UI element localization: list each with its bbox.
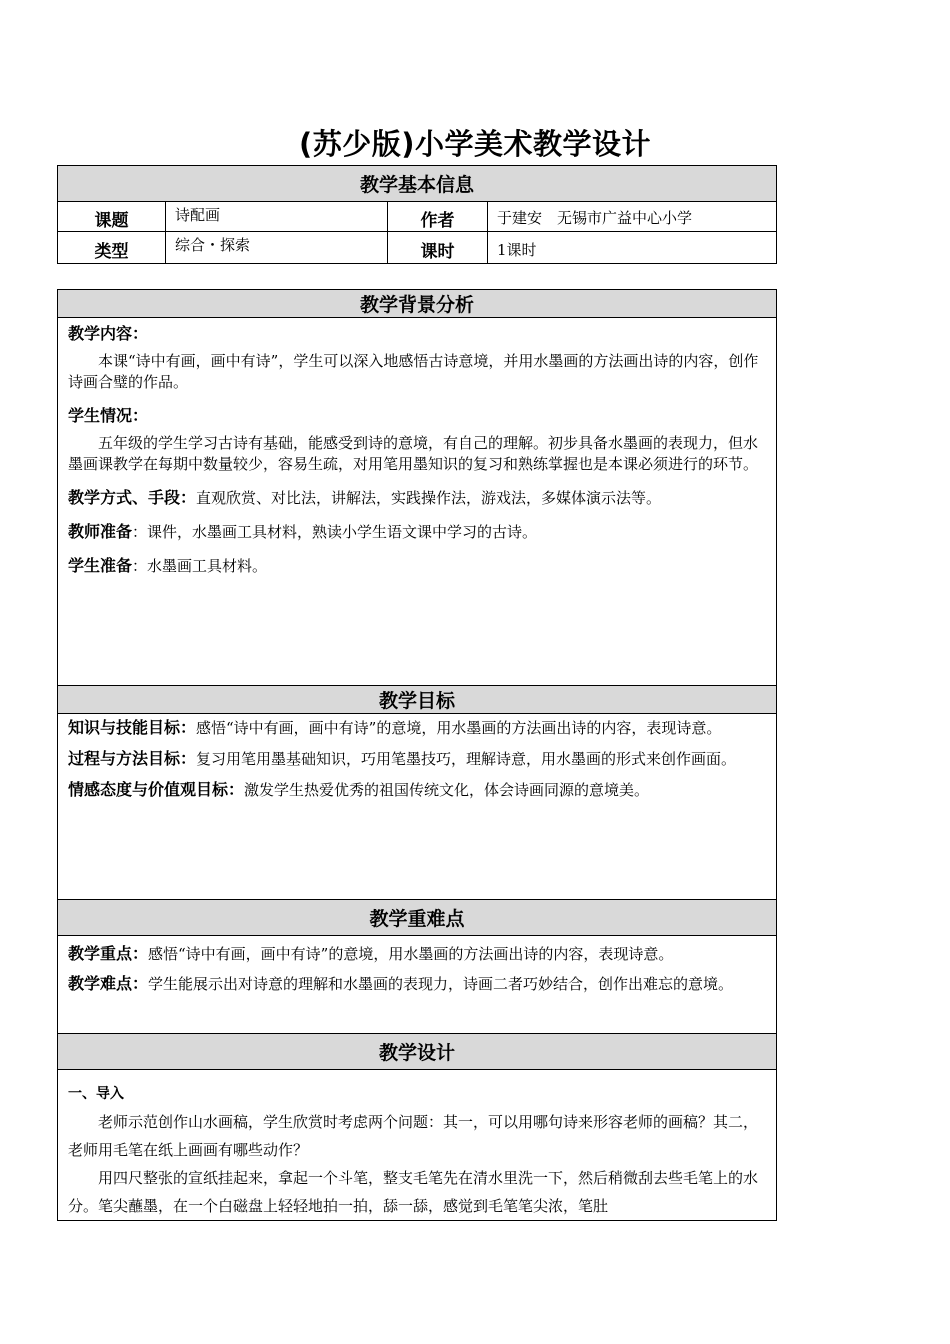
difficult-text: 学生能展示出对诗意的理解和水墨画的表现力，诗画二者巧妙结合，创作出难忘的意境。 bbox=[148, 975, 734, 993]
difficult-title: 教学难点： bbox=[68, 974, 149, 993]
learner-prep-title: 学生准备 bbox=[68, 556, 133, 575]
type-label: 类型 bbox=[58, 232, 166, 264]
background-section bbox=[58, 318, 777, 686]
basic-info-table bbox=[57, 165, 777, 264]
goals-header: 教学目标 bbox=[58, 686, 777, 714]
key-paragraph bbox=[68, 939, 766, 969]
author-value: 于建安 无锡市广益中心小学 bbox=[488, 202, 777, 232]
topic-value: 诗配画 bbox=[166, 202, 388, 232]
hours-value: 1课时 bbox=[488, 232, 777, 264]
knowledge-text: 感悟“诗中有画，画中有诗”的意境，用水墨画的方法画出诗的内容，表现诗意。 bbox=[196, 719, 722, 737]
design-para1: 老师示范创作山水画稿，学生欣赏时考虑两个问题：其一，可以用哪句诗来形容老师的画稿？其二，老师用毛笔在纸上画画有哪些动作？ bbox=[68, 1113, 759, 1159]
emotion-text: 激发学生热爱优秀的祖国传统文化，体会诗画同源的意境美。 bbox=[244, 781, 650, 799]
teacher-paragraph bbox=[68, 521, 766, 543]
process-title: 过程与方法目标： bbox=[68, 749, 197, 768]
basic-info-header: 教学基本信息 bbox=[58, 166, 777, 202]
emotion-paragraph bbox=[68, 779, 766, 801]
learner-prep-text: ：水墨画工具材料。 bbox=[132, 557, 268, 575]
teacher-prep-title: 教师准备 bbox=[68, 522, 133, 541]
difficult-paragraph bbox=[68, 969, 766, 999]
design-header: 教学设计 bbox=[58, 1034, 777, 1070]
teacher-prep-text: ：课件，水墨画工具材料，熟读小学生语文课中学习的古诗。 bbox=[132, 523, 538, 541]
hours-label: 课时 bbox=[388, 232, 488, 264]
goals-section bbox=[58, 714, 777, 900]
knowledge-paragraph bbox=[68, 717, 766, 739]
student-text: 五年级的学生学习古诗有基础，能感受到诗的意境，有自己的理解。初步具备水墨画的表现力，但水墨画课教学在每期中数量较少，容易生疏，对用笔用墨知识的复习和熟练掌握也是本课必须进行的环节。 bbox=[68, 434, 759, 473]
section1-title: 一、导入 bbox=[68, 1086, 124, 1102]
key-text: 感悟“诗中有画，画中有诗”的意境，用水墨画的方法画出诗的内容，表现诗意。 bbox=[148, 945, 674, 963]
knowledge-title: 知识与技能目标： bbox=[68, 718, 197, 737]
design-section bbox=[58, 1070, 777, 1221]
key-points-section bbox=[58, 936, 777, 1034]
method-title: 教学方式、手段： bbox=[68, 488, 197, 507]
content-text: 本课“诗中有画，画中有诗”，学生可以深入地感悟古诗意境，并用水墨画的方法画出诗的内容，创作诗画合璧的作品。 bbox=[68, 352, 759, 391]
student-title: 学生情况： bbox=[68, 406, 149, 425]
process-text: 复习用笔用墨基础知识，巧用笔墨技巧，理解诗意，用水墨画的形式来创作画面。 bbox=[196, 750, 737, 768]
content-title: 教学内容： bbox=[68, 324, 149, 343]
type-value: 综合・探索 bbox=[166, 232, 388, 264]
emotion-title: 情感态度与价值观目标： bbox=[68, 780, 245, 799]
topic-label: 课题 bbox=[58, 202, 166, 232]
method-text: 直观欣赏、对比法，讲解法，实践操作法，游戏法，多媒体演示法等。 bbox=[196, 489, 662, 507]
design-para2: 用四尺整张的宣纸挂起来，拿起一个斗笔，整支毛笔先在清水里洗一下，然后稍微刮去些毛笔上的水分。笔尖蘸墨，在一个白磁盘上轻轻地拍一拍，舔一舔，感觉到毛笔笔尖浓，笔肚 bbox=[68, 1169, 759, 1215]
process-paragraph bbox=[68, 748, 766, 770]
key-points-header: 教学重难点 bbox=[58, 900, 777, 936]
document-title: (苏少版)小学美术教学设计 bbox=[298, 127, 651, 161]
background-header: 教学背景分析 bbox=[58, 290, 777, 318]
method-paragraph bbox=[68, 487, 766, 509]
key-title: 教学重点： bbox=[68, 944, 149, 963]
author-label: 作者 bbox=[388, 202, 488, 232]
learner-paragraph bbox=[68, 555, 766, 577]
lesson-plan-table bbox=[57, 289, 777, 1221]
